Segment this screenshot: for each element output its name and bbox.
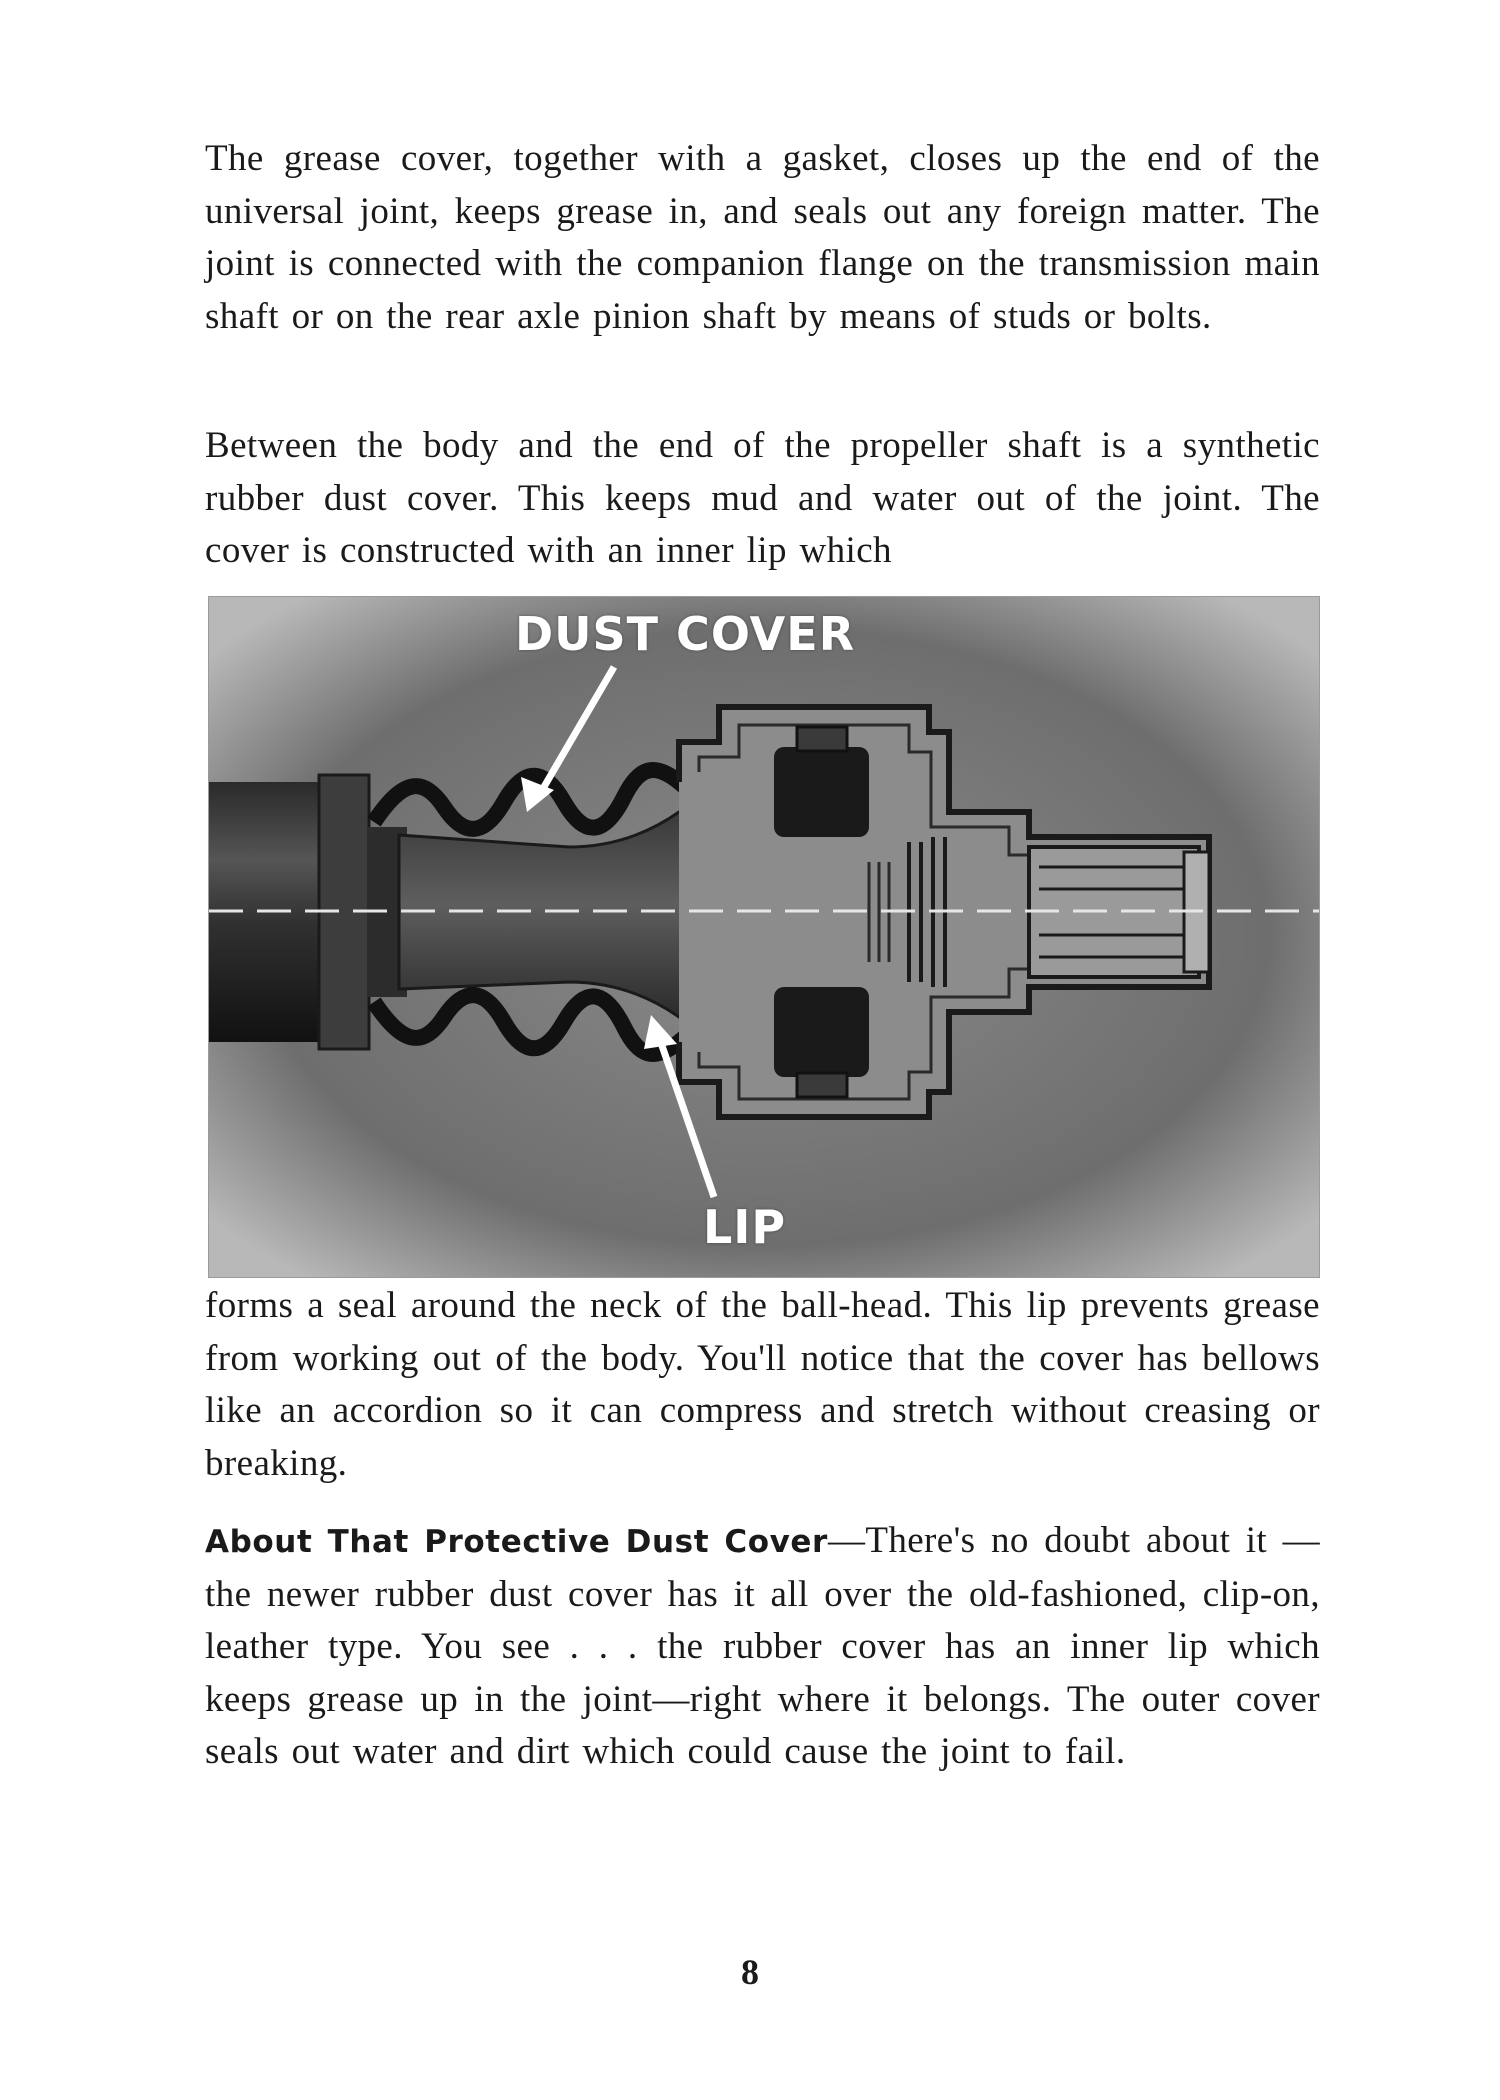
paragraph-body: —There's no doubt about it —the newer rubber dust cover has it all over the old-fashioned, clip-on, leather type. You see . . . the rubber cover has an inner lip which keeps grease up in the joint—right where it belongs. The outer cover seals out water and dirt which could cause the joint to fail.: [205, 1520, 1320, 1772]
lower-trunnion-roller: [774, 987, 869, 1077]
lip-label: LIP: [703, 1200, 787, 1254]
paragraph-dust-cover-intro: Between the body and the end of the propeller shaft is a synthetic rubber dust cover. This keeps mud and water out of the joint. The cover is constructed with an inner lip which: [205, 425, 1320, 571]
cutaway-illustration: [209, 597, 1319, 1277]
section-heading-inline: About That Protective Dust Cover: [205, 1524, 828, 1560]
universal-joint-cutaway-figure: [208, 596, 1320, 1278]
paragraph-lip-seal: forms a seal around the neck of the ball-head. This lip prevents grease from working out of the body. You'll notice that the cover has bellows like an accordion so it can compress and stretch without creasing or breaking.: [205, 1285, 1320, 1484]
upper-trunnion-cap: [797, 727, 847, 751]
paragraph-protective-dust-cover: [205, 1515, 1320, 1779]
page-number: 8: [741, 1952, 759, 1992]
dust-cover-label: DUST COVER: [515, 607, 856, 661]
lower-trunnion-cap: [797, 1073, 847, 1097]
upper-trunnion-roller: [774, 747, 869, 837]
paragraph-grease-cover: The grease cover, together with a gasket, closes up the end of the universal joint, keeps grease in, and seals out any foreign matter. The joint is connected with the companion flange on the transmission main shaft or on the rear axle pinion shaft by means of studs or bolts.: [205, 138, 1320, 337]
